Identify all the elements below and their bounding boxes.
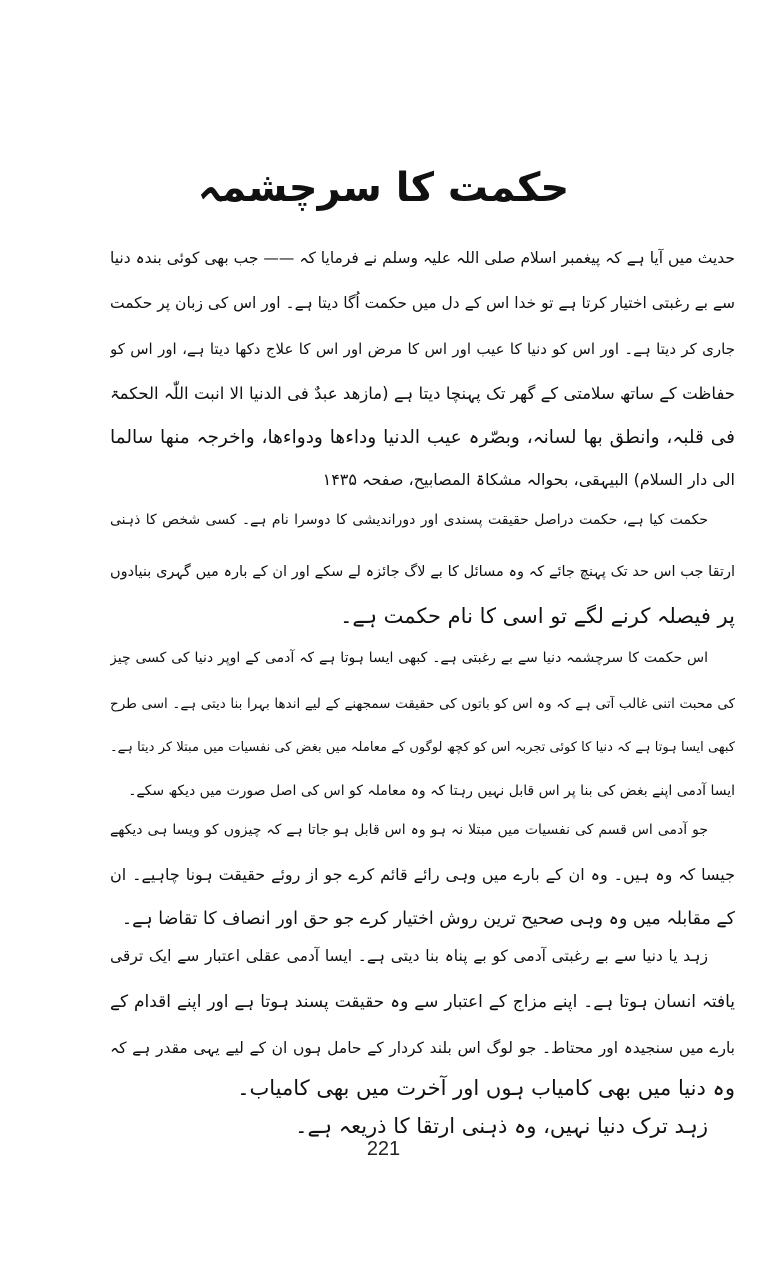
text-line: اس حکمت کا سرچشمہ دنیا سے بے رغبتی ہے۔ کبھی ایسا ہوتا ہے کہ آدمی کے اوپر دنیا کی کسی چیز [110, 650, 708, 666]
text-line: جیسا کہ وہ ہیں۔ وہ ان کے بارے میں وہی رائے قائم کرے جو از روئے حقیقت ہونا چاہیے۔ ان [110, 865, 735, 884]
text-line: وہ دنیا میں بھی کامیاب ہوں اور آخرت میں بھی کامیاب۔ [237, 1076, 735, 1100]
closing-line: زہد ترک دنیا نہیں، وہ ذہنی ارتقا کا ذریعہ ہے۔ [295, 1114, 708, 1138]
text-line: کبھی ایسا ہوتا ہے کہ دنیا کا کوئی تجربہ اس کو کچھ لوگوں کے معاملہ میں بغض کی نفسیات میں مبتلا کر دیتا ہے۔ [110, 740, 735, 755]
text-line: حفاظت کے ساتھ سلامتی کے گھر تک پہنچا دیتا ہے (مازھد عبدٌ فی الدنیا الا انبت اللّٰہ الحکمۃ [110, 384, 735, 403]
text-line: کے مقابلہ میں وہ وہی صحیح ترین روش اختیار کرے جو حق اور انصاف کا تقاضا ہے۔ [121, 909, 735, 929]
text-line: کی محبت اتنی غالب آتی ہے کہ وہ اس کو باتوں کی حقیقت سمجھنے کے لیے اندھا بہرا بنا دیتی ہے۔ اسی طرح [110, 696, 735, 712]
text-line: بارے میں سنجیدہ اور محتاط۔ جو لوگ اس بلند کردار کے حامل ہوں ان کے لیے یہی مقدر ہے کہ [110, 1039, 735, 1057]
text-line: ایسا آدمی اپنے بغض کی بنا پر اس قابل نہیں رہتا کہ وہ معاملہ کو اس کی اصل صورت میں دیکھ سکے۔ [128, 783, 735, 799]
text-line: سے بے رغبتی اختیار کرتا ہے تو خدا اس کے دل میں حکمت اُگا دیتا ہے۔ اور اس کی زبان پر حکمت [110, 294, 735, 312]
text-line: حکمت کیا ہے، حکمت دراصل حقیقت پسندی اور دوراندیشی کا دوسرا نام ہے۔ کسی شخص کا ذہنی [110, 512, 708, 528]
text-line: جو آدمی اس قسم کی نفسیات میں مبتلا نہ ہو وہ اس قابل ہو جاتا ہے کہ چیزوں کو ویسا ہی دیکھے [110, 822, 708, 838]
text-line: حدیث میں آیا ہے کہ پیغمبر اسلام صلی اللہ علیہ وسلم نے فرمایا کہ —— جب بھی کوئی بندہ دنیا [110, 249, 735, 267]
page-number: 221 [366, 1138, 401, 1160]
text-line: یافتہ انسان ہوتا ہے۔ اپنے مزاج کے اعتبار سے وہ حقیقت پسند ہوتا ہے اور اپنے اقدام کے [110, 992, 735, 1012]
text-line: فی قلبہ، وانطق بھا لسانہ، وبصّرہ عیب الدنیا وداءھا ودواءھا، واخرجہ منھا سالما [110, 427, 735, 448]
text-line: ارتقا جب اس حد تک پہنچ جائے کہ وہ مسائل کا بے لاگ جائزہ لے سکے اور ان کے بارہ میں گہری بنیادوں [110, 564, 735, 580]
citation-line: الی دار السلام) البیہقی، بحوالہ مشکاۃ المصابیح، صفحہ ۱۴۳۵ [322, 470, 735, 489]
text-line: پر فیصلہ کرنے لگے تو اسی کا نام حکمت ہے۔ [340, 604, 735, 628]
chapter-title: حکمت کا سرچشمہ [197, 165, 570, 211]
text-line: جاری کر دیتا ہے۔ اور اس کو دنیا کا عیب اور اس کا مرض اور اس کا علاج دکھا دیتا ہے، اور اس کو [110, 340, 735, 358]
text-line: زہد یا دنیا سے بے رغبتی آدمی کو بے پناہ بنا دیتی ہے۔ ایسا آدمی عقلی اعتبار سے ایک ترقی [110, 947, 708, 965]
